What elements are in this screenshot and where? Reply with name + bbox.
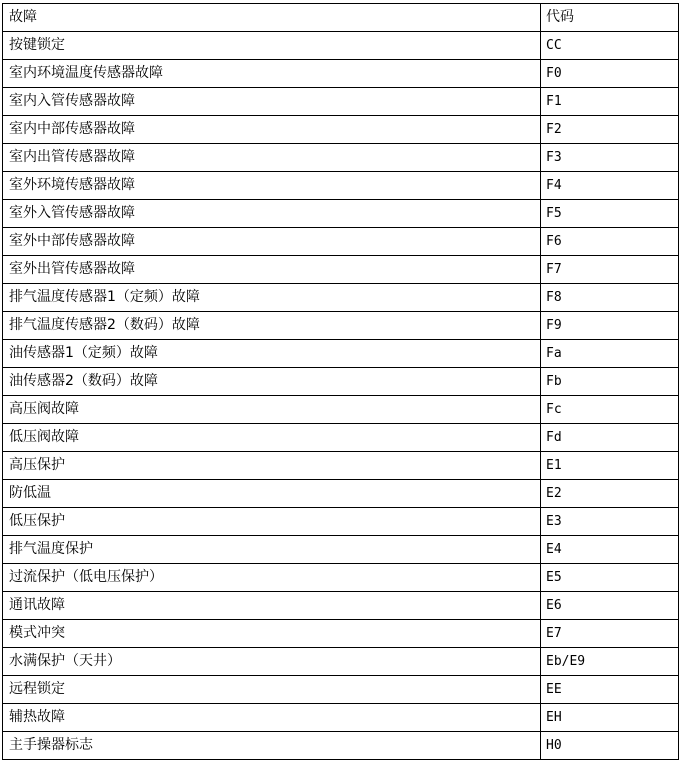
fault-cell: 排气温度保护 bbox=[3, 536, 541, 564]
code-cell: Eb/E9 bbox=[541, 648, 679, 676]
fault-code-table bbox=[2, 3, 679, 760]
fault-cell: 通讯故障 bbox=[3, 592, 541, 620]
table-row bbox=[3, 228, 679, 256]
code-cell: F9 bbox=[541, 312, 679, 340]
fault-cell: 室内中部传感器故障 bbox=[3, 116, 541, 144]
code-cell: E6 bbox=[541, 592, 679, 620]
fault-cell: 远程锁定 bbox=[3, 676, 541, 704]
table-row bbox=[3, 620, 679, 648]
table-row bbox=[3, 60, 679, 88]
table-row bbox=[3, 284, 679, 312]
table-row bbox=[3, 312, 679, 340]
code-cell: F1 bbox=[541, 88, 679, 116]
table-row bbox=[3, 536, 679, 564]
table-row bbox=[3, 144, 679, 172]
fault-cell: 水满保护（天井） bbox=[3, 648, 541, 676]
code-cell: Fa bbox=[541, 340, 679, 368]
table-row bbox=[3, 592, 679, 620]
table-body bbox=[3, 32, 679, 760]
table-row bbox=[3, 396, 679, 424]
fault-cell: 主手操器标志 bbox=[3, 732, 541, 760]
code-cell: E3 bbox=[541, 508, 679, 536]
table-row bbox=[3, 368, 679, 396]
table-row bbox=[3, 424, 679, 452]
table-row bbox=[3, 88, 679, 116]
code-cell: Fb bbox=[541, 368, 679, 396]
table-row bbox=[3, 116, 679, 144]
code-cell: Fc bbox=[541, 396, 679, 424]
fault-cell: 油传感器2（数码）故障 bbox=[3, 368, 541, 396]
code-cell: F0 bbox=[541, 60, 679, 88]
code-cell: F5 bbox=[541, 200, 679, 228]
table-row bbox=[3, 676, 679, 704]
fault-cell: 排气温度传感器2（数码）故障 bbox=[3, 312, 541, 340]
table-row bbox=[3, 256, 679, 284]
fault-cell: 防低温 bbox=[3, 480, 541, 508]
fault-cell: 高压保护 bbox=[3, 452, 541, 480]
fault-cell: 低压保护 bbox=[3, 508, 541, 536]
table-row bbox=[3, 340, 679, 368]
fault-cell: 室外环境传感器故障 bbox=[3, 172, 541, 200]
code-cell: E5 bbox=[541, 564, 679, 592]
table-row bbox=[3, 200, 679, 228]
code-cell: F7 bbox=[541, 256, 679, 284]
fault-cell: 高压阀故障 bbox=[3, 396, 541, 424]
code-cell: EH bbox=[541, 704, 679, 732]
fault-cell: 辅热故障 bbox=[3, 704, 541, 732]
header-code: 代码 bbox=[541, 4, 679, 32]
fault-cell: 按键锁定 bbox=[3, 32, 541, 60]
code-cell: EE bbox=[541, 676, 679, 704]
code-cell: F6 bbox=[541, 228, 679, 256]
fault-cell: 室内环境温度传感器故障 bbox=[3, 60, 541, 88]
header-fault: 故障 bbox=[3, 4, 541, 32]
code-cell: Fd bbox=[541, 424, 679, 452]
table-row bbox=[3, 564, 679, 592]
fault-cell: 室外中部传感器故障 bbox=[3, 228, 541, 256]
table-header-row bbox=[3, 4, 679, 32]
code-cell: E2 bbox=[541, 480, 679, 508]
fault-cell: 低压阀故障 bbox=[3, 424, 541, 452]
fault-cell: 过流保护（低电压保护） bbox=[3, 564, 541, 592]
code-cell: F3 bbox=[541, 144, 679, 172]
fault-cell: 油传感器1（定频）故障 bbox=[3, 340, 541, 368]
code-cell: E7 bbox=[541, 620, 679, 648]
code-cell: F2 bbox=[541, 116, 679, 144]
table-row bbox=[3, 508, 679, 536]
fault-cell: 排气温度传感器1（定频）故障 bbox=[3, 284, 541, 312]
code-cell: E4 bbox=[541, 536, 679, 564]
fault-cell: 室外出管传感器故障 bbox=[3, 256, 541, 284]
code-cell: E1 bbox=[541, 452, 679, 480]
fault-cell: 室内出管传感器故障 bbox=[3, 144, 541, 172]
fault-cell: 模式冲突 bbox=[3, 620, 541, 648]
code-cell: H0 bbox=[541, 732, 679, 760]
table-row bbox=[3, 480, 679, 508]
table-row bbox=[3, 732, 679, 760]
fault-cell: 室内入管传感器故障 bbox=[3, 88, 541, 116]
fault-cell: 室外入管传感器故障 bbox=[3, 200, 541, 228]
code-cell: CC bbox=[541, 32, 679, 60]
table-row bbox=[3, 32, 679, 60]
table-row bbox=[3, 172, 679, 200]
code-cell: F4 bbox=[541, 172, 679, 200]
table-row bbox=[3, 452, 679, 480]
table-row bbox=[3, 704, 679, 732]
table-row bbox=[3, 648, 679, 676]
code-cell: F8 bbox=[541, 284, 679, 312]
